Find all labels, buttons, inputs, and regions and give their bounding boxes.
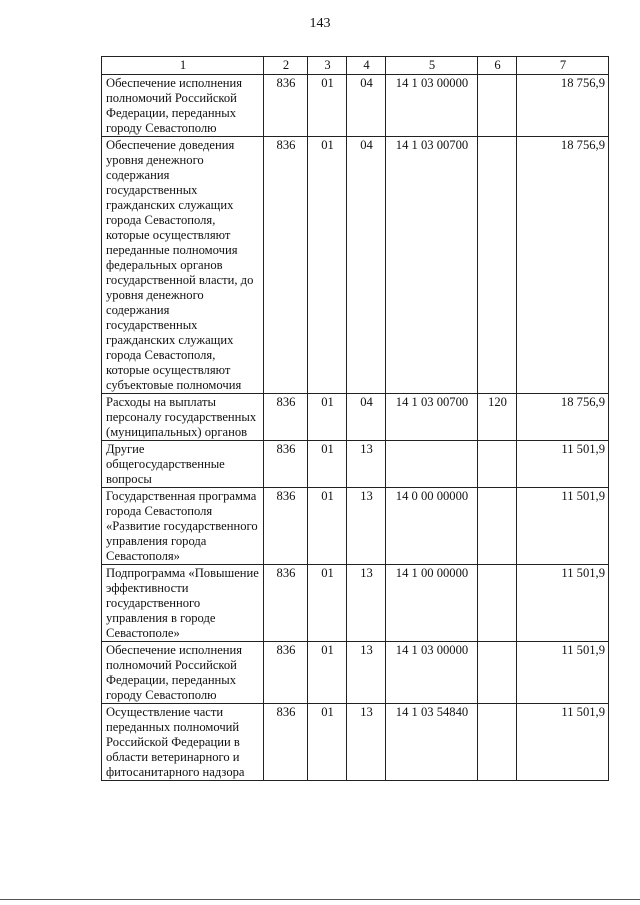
row-ministry-code: 836 <box>264 565 308 642</box>
row-ministry-code: 836 <box>264 488 308 565</box>
table-row <box>102 137 609 394</box>
page-bottom-divider <box>0 899 640 900</box>
row-ministry-code: 836 <box>264 642 308 704</box>
row-name: Другие общегосударственные вопросы <box>102 441 264 488</box>
table-row <box>102 394 609 441</box>
row-name: Обеспечение доведения уровня денежного содержания государственных гражданских служащих города Севастополя, которые осуществляют переданные полномочия федеральных органов государственной власти, до уровня денежного содержания государственных гражданских служащих города Севастополя, которые осуществляют субъектовые полномочия <box>102 137 264 394</box>
row-amount: 11 501,9 <box>517 441 609 488</box>
row-ministry-code: 836 <box>264 137 308 394</box>
budget-table <box>101 56 609 781</box>
table-row <box>102 565 609 642</box>
row-target-article: 14 1 03 00000 <box>386 75 478 137</box>
row-target-article <box>386 441 478 488</box>
row-amount: 18 756,9 <box>517 394 609 441</box>
row-amount: 18 756,9 <box>517 137 609 394</box>
row-expense-type <box>478 75 517 137</box>
row-amount: 11 501,9 <box>517 565 609 642</box>
header-row <box>102 57 609 75</box>
row-section-code: 01 <box>308 704 347 781</box>
row-expense-type <box>478 642 517 704</box>
row-name: Подпрограмма «Повышение эффективности государственного управления в городе Севастополе» <box>102 565 264 642</box>
row-target-article: 14 1 00 00000 <box>386 565 478 642</box>
row-section-code: 01 <box>308 75 347 137</box>
row-expense-type <box>478 441 517 488</box>
row-target-article: 14 1 03 00700 <box>386 137 478 394</box>
row-subsection-code: 13 <box>347 488 386 565</box>
table-row <box>102 704 609 781</box>
row-name: Осуществление части переданных полномочий Российской Федерации в области ветеринарного и фитосанитарного надзора <box>102 704 264 781</box>
row-ministry-code: 836 <box>264 441 308 488</box>
row-subsection-code: 04 <box>347 137 386 394</box>
row-section-code: 01 <box>308 441 347 488</box>
row-subsection-code: 13 <box>347 441 386 488</box>
header-cell-section: 3 <box>308 57 347 75</box>
row-subsection-code: 13 <box>347 565 386 642</box>
header-cell-expense-type: 6 <box>478 57 517 75</box>
header-cell-ministry: 2 <box>264 57 308 75</box>
row-amount: 18 756,9 <box>517 75 609 137</box>
row-name: Обеспечение исполнения полномочий Российской Федерации, переданных городу Севастополю <box>102 75 264 137</box>
header-cell-name: 1 <box>102 57 264 75</box>
table-row <box>102 642 609 704</box>
row-expense-type <box>478 137 517 394</box>
row-subsection-code: 13 <box>347 704 386 781</box>
row-name: Расходы на выплаты персоналу государственных (муниципальных) органов <box>102 394 264 441</box>
row-expense-type <box>478 488 517 565</box>
header-cell-subsection: 4 <box>347 57 386 75</box>
row-target-article: 14 0 00 00000 <box>386 488 478 565</box>
row-expense-type <box>478 704 517 781</box>
page-number: 143 <box>309 16 331 31</box>
header-cell-amount: 7 <box>517 57 609 75</box>
row-section-code: 01 <box>308 137 347 394</box>
row-target-article: 14 1 03 54840 <box>386 704 478 781</box>
row-name: Обеспечение исполнения полномочий Российской Федерации, переданных городу Севастополю <box>102 642 264 704</box>
row-expense-type <box>478 565 517 642</box>
row-subsection-code: 04 <box>347 75 386 137</box>
row-amount: 11 501,9 <box>517 704 609 781</box>
row-ministry-code: 836 <box>264 704 308 781</box>
row-section-code: 01 <box>308 642 347 704</box>
header-cell-target-article: 5 <box>386 57 478 75</box>
row-amount: 11 501,9 <box>517 488 609 565</box>
row-subsection-code: 04 <box>347 394 386 441</box>
table-row <box>102 441 609 488</box>
row-target-article: 14 1 03 00000 <box>386 642 478 704</box>
row-section-code: 01 <box>308 488 347 565</box>
row-target-article: 14 1 03 00700 <box>386 394 478 441</box>
row-name: Государственная программа города Севастополя «Развитие государственного управления города Севастополя» <box>102 488 264 565</box>
row-subsection-code: 13 <box>347 642 386 704</box>
table-row <box>102 75 609 137</box>
table-row <box>102 488 609 565</box>
row-amount: 11 501,9 <box>517 642 609 704</box>
row-expense-type: 120 <box>478 394 517 441</box>
row-ministry-code: 836 <box>264 394 308 441</box>
row-section-code: 01 <box>308 394 347 441</box>
row-ministry-code: 836 <box>264 75 308 137</box>
row-section-code: 01 <box>308 565 347 642</box>
